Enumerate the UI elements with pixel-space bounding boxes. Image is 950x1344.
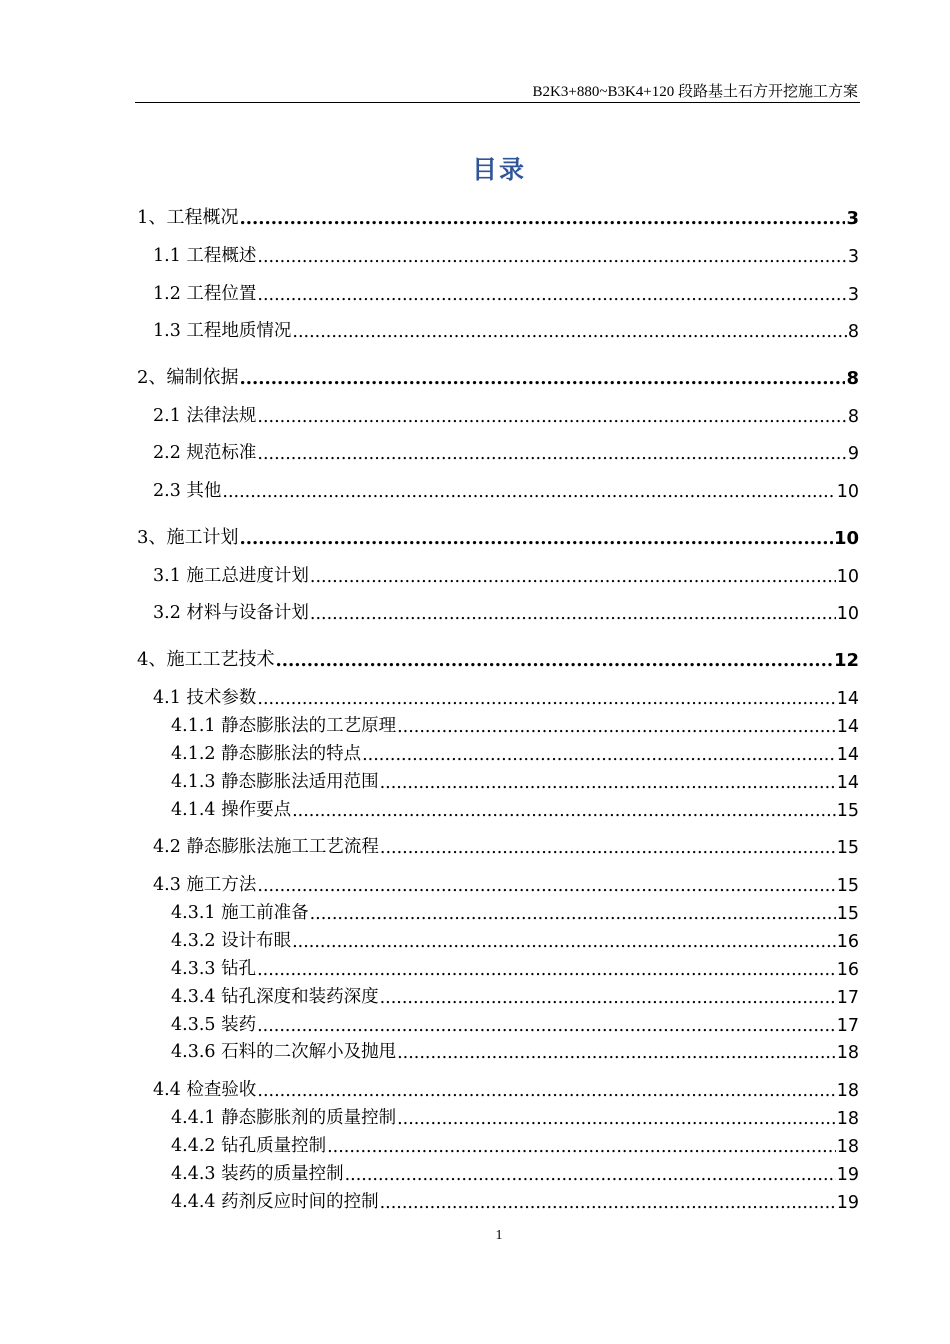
toc-entry-page: 10 (836, 567, 859, 587)
toc-entry-page: 10 (836, 604, 859, 624)
toc-leader-dots (239, 368, 845, 389)
toc-entry-label: 2.2 规范标准 (153, 443, 257, 463)
toc-entry[interactable] (171, 984, 859, 1008)
toc-entry-label: 2.1 法律法规 (153, 406, 257, 426)
toc-leader-dots (292, 801, 836, 821)
toc-entry-page: 3 (847, 285, 859, 305)
toc-entry-page: 10 (833, 528, 859, 549)
toc-entry[interactable] (171, 1012, 859, 1036)
toc-leader-dots (327, 1137, 836, 1157)
toc-entry-label: 4.1 技术参数 (153, 688, 257, 708)
toc-entry-page: 3 (846, 208, 859, 229)
toc-entry-label: 1.1 工程概述 (153, 246, 257, 266)
toc-entry-page: 12 (833, 650, 859, 671)
toc-leader-dots (239, 208, 845, 229)
toc-entry[interactable] (153, 440, 859, 464)
toc-leader-dots (380, 1193, 836, 1213)
toc-entry-page: 9 (847, 444, 859, 464)
toc-entry-page: 17 (836, 1016, 859, 1036)
toc-entry[interactable] (137, 525, 859, 549)
toc-entry-label: 1、工程概况 (137, 207, 239, 228)
toc-entry-page: 19 (836, 1193, 859, 1213)
toc-entry-label: 4.4.1 静态膨胀剂的质量控制 (171, 1108, 397, 1128)
toc-entry-page: 19 (836, 1165, 859, 1185)
toc-leader-dots (310, 904, 836, 924)
toc-entry-label: 4.3.1 施工前准备 (171, 903, 309, 923)
toc-entry-page: 10 (836, 482, 859, 502)
toc-leader-dots (380, 838, 836, 858)
toc-entry[interactable] (171, 1161, 859, 1185)
toc-entry-label: 4.3.3 钻孔 (171, 959, 257, 979)
toc-entry-label: 4.4.3 装药的质量控制 (171, 1164, 344, 1184)
toc-entry-page: 8 (847, 407, 859, 427)
toc-entry-page: 14 (836, 745, 859, 765)
toc-entry[interactable] (137, 205, 859, 229)
toc-entry-page: 18 (836, 1081, 859, 1101)
toc-leader-dots (257, 1081, 835, 1101)
toc-entry-page: 14 (836, 717, 859, 737)
toc-leader-dots (239, 528, 832, 549)
toc-entry[interactable] (171, 713, 859, 737)
toc-leader-dots (310, 604, 836, 624)
toc-entry-label: 4.2 静态膨胀法施工工艺流程 (153, 837, 379, 857)
toc-entry-page: 14 (836, 689, 859, 709)
toc-entry[interactable] (137, 647, 859, 671)
toc-leader-dots (257, 407, 846, 427)
toc-entry-page: 18 (836, 1137, 859, 1157)
toc-entry-page: 18 (836, 1043, 859, 1063)
toc-leader-dots (380, 988, 836, 1008)
toc-entry-page: 15 (836, 876, 859, 896)
toc-leader-dots (292, 322, 846, 342)
toc-entry[interactable] (171, 1039, 859, 1063)
toc-leader-dots (257, 285, 846, 305)
toc-entry-page: 14 (836, 773, 859, 793)
toc-entry-label: 4.1.2 静态膨胀法的特点 (171, 744, 362, 764)
toc-entry-label: 2、编制依据 (137, 367, 239, 388)
toc-entry[interactable] (153, 318, 859, 342)
toc-entry-label: 4.3.4 钻孔深度和装药深度 (171, 987, 379, 1007)
toc-leader-dots (380, 773, 836, 793)
toc-entry-label: 1.3 工程地质情况 (153, 321, 292, 341)
toc-leader-dots (397, 1043, 836, 1063)
toc-entry[interactable] (171, 769, 859, 793)
toc-entry-page: 18 (836, 1109, 859, 1129)
toc-entry-label: 4.4.4 药剂反应时间的控制 (171, 1192, 379, 1212)
toc-entry[interactable] (171, 797, 859, 821)
document-header: B2K3+880~B3K4+120 段路基土石方开挖施工方案 (532, 84, 858, 100)
toc-entry[interactable] (171, 1133, 859, 1157)
toc-entry-page: 15 (836, 904, 859, 924)
toc-leader-dots (292, 932, 836, 952)
toc-leader-dots (397, 717, 836, 737)
toc-leader-dots (310, 567, 836, 587)
toc-leader-dots (257, 689, 835, 709)
toc-entry[interactable] (171, 741, 859, 765)
toc-entry-label: 4.4 检查验收 (153, 1080, 257, 1100)
toc-leader-dots (275, 650, 832, 671)
toc-entry-label: 4.1.3 静态膨胀法适用范围 (171, 772, 379, 792)
toc-entry-label: 1.2 工程位置 (153, 284, 257, 304)
toc-entry[interactable] (171, 928, 859, 952)
toc-entry-label: 3.2 材料与设备计划 (153, 603, 309, 623)
toc-leader-dots (397, 1109, 836, 1129)
toc-entry[interactable] (171, 900, 859, 924)
toc-entry[interactable] (153, 478, 859, 502)
toc-entry-page: 15 (836, 801, 859, 821)
toc-entry[interactable] (171, 1189, 859, 1213)
toc-entry-page: 16 (836, 960, 859, 980)
toc-entry-page: 3 (847, 247, 859, 267)
toc-entry[interactable] (153, 281, 859, 305)
toc-entry-label: 4.3.6 石料的二次解小及抛甩 (171, 1042, 397, 1062)
toc-entry-label: 4.1.1 静态膨胀法的工艺原理 (171, 716, 397, 736)
toc-leader-dots (222, 482, 835, 502)
toc-entry[interactable] (153, 685, 859, 709)
toc-entry-label: 4.4.2 钻孔质量控制 (171, 1136, 327, 1156)
toc-entry-label: 4、施工工艺技术 (137, 649, 275, 670)
toc-entry-label: 3.1 施工总进度计划 (153, 566, 309, 586)
toc-entry[interactable] (171, 1105, 859, 1129)
toc-title: 目录 (471, 155, 526, 184)
toc-leader-dots (345, 1165, 836, 1185)
toc-leader-dots (257, 1016, 836, 1036)
toc-entry-page: 16 (836, 932, 859, 952)
toc-entry-page: 8 (847, 322, 859, 342)
toc-entry-page: 8 (846, 368, 859, 389)
toc-entry[interactable] (153, 834, 859, 858)
toc-leader-dots (257, 960, 836, 980)
toc-entry[interactable] (171, 956, 859, 980)
toc-entry[interactable] (153, 563, 859, 587)
toc-entry-label: 4.3.2 设计布眼 (171, 931, 292, 951)
toc-entry-label: 2.3 其他 (153, 481, 222, 501)
toc-entry-label: 4.3.5 装药 (171, 1015, 257, 1035)
page-number: 1 (495, 1228, 503, 1243)
toc-leader-dots (257, 876, 835, 896)
toc-entry[interactable] (153, 600, 859, 624)
toc-entry-page: 17 (836, 988, 859, 1008)
toc-entry[interactable] (153, 1077, 859, 1101)
toc-leader-dots (362, 745, 836, 765)
toc-leader-dots (257, 444, 846, 464)
toc-entry-label: 3、施工计划 (137, 527, 239, 548)
toc-entry-label: 4.3 施工方法 (153, 875, 257, 895)
toc-entry[interactable] (137, 365, 859, 389)
toc-entry-page: 15 (836, 838, 859, 858)
toc-entry[interactable] (153, 872, 859, 896)
toc-leader-dots (257, 247, 846, 267)
toc-entry[interactable] (153, 243, 859, 267)
toc-entry-label: 4.1.4 操作要点 (171, 800, 292, 820)
toc-entry[interactable] (153, 403, 859, 427)
